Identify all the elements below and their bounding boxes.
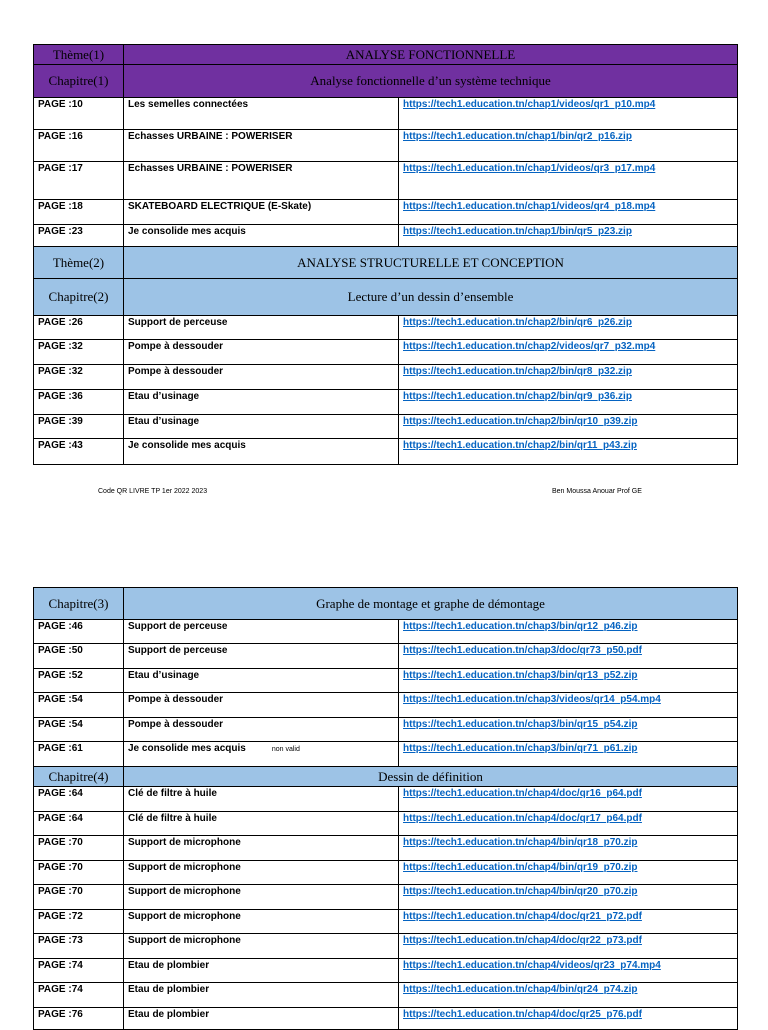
item-title: Echasses URBAINE : POWERISER <box>124 130 399 162</box>
qr-link[interactable]: https://tech1.education.tn/chap1/videos/qr4_p18.mp4 <box>399 200 738 225</box>
table-row <box>34 390 738 415</box>
page-number: PAGE :32 <box>34 365 124 390</box>
qr-link[interactable]: https://tech1.education.tn/chap4/doc/qr21_p72.pdf <box>399 910 738 934</box>
table-row <box>34 439 738 465</box>
item-title: Support de perceuse <box>124 620 399 644</box>
page-number: PAGE :76 <box>34 1008 124 1030</box>
theme-title: ANALYSE STRUCTURELLE ET CONCEPTION <box>124 247 738 279</box>
qr-link[interactable]: https://tech1.education.tn/chap4/bin/qr18_p70.zip <box>399 836 738 861</box>
qr-link[interactable]: https://tech1.education.tn/chap3/bin/qr12_p46.zip <box>399 620 738 644</box>
table-row <box>34 934 738 959</box>
item-title: Support de microphone <box>124 836 399 861</box>
qr-link[interactable]: https://tech1.education.tn/chap2/bin/qr10_p39.zip <box>399 415 738 439</box>
table-row <box>34 983 738 1008</box>
page-number: PAGE :61 <box>34 742 124 767</box>
qr-link[interactable]: https://tech1.education.tn/chap2/bin/qr6_p26.zip <box>399 316 738 340</box>
chapter-title: Dessin de définition <box>124 767 738 787</box>
table-row <box>34 836 738 861</box>
status-note: non valid <box>271 746 300 753</box>
item-title: Pompe à dessouder <box>124 693 399 718</box>
table-row <box>34 1008 738 1030</box>
chapter-row <box>34 588 738 620</box>
item-title: Etau d’usinage <box>124 669 399 693</box>
qr-table-1 <box>33 44 738 465</box>
theme-row <box>34 247 738 279</box>
qr-link[interactable]: https://tech1.education.tn/chap2/bin/qr11_p43.zip <box>399 439 738 465</box>
table-row <box>34 669 738 693</box>
table-row <box>34 415 738 439</box>
item-title: Support de microphone <box>124 861 399 885</box>
page-number: PAGE :43 <box>34 439 124 465</box>
table-row <box>34 644 738 669</box>
chapter-row <box>34 767 738 787</box>
item-title: Clé de filtre à huile <box>124 787 399 812</box>
page-number: PAGE :39 <box>34 415 124 439</box>
item-title: Pompe à dessouder <box>124 365 399 390</box>
qr-link[interactable]: https://tech1.education.tn/chap4/doc/qr25_p76.pdf <box>399 1008 738 1030</box>
item-title: Les semelles connectées <box>124 98 399 130</box>
item-title: Etau de plombier <box>124 959 399 983</box>
qr-link[interactable]: https://tech1.education.tn/chap4/bin/qr20_p70.zip <box>399 885 738 910</box>
item-title: SKATEBOARD ELECTRIQUE (E-Skate) <box>124 200 399 225</box>
page-number: PAGE :74 <box>34 959 124 983</box>
qr-table-2 <box>33 587 738 1030</box>
chapter-title: Analyse fonctionnelle d’un système technique <box>124 65 738 98</box>
page-number: PAGE :70 <box>34 861 124 885</box>
qr-link[interactable]: https://tech1.education.tn/chap2/videos/qr7_p32.mp4 <box>399 340 738 365</box>
item-title: Je consolide mes acquis <box>124 439 399 465</box>
table-row <box>34 620 738 644</box>
theme-title: ANALYSE FONCTIONNELLE <box>124 45 738 65</box>
table-row <box>34 787 738 812</box>
table-row <box>34 225 738 247</box>
qr-link[interactable]: https://tech1.education.tn/chap2/bin/qr9_p36.zip <box>399 390 738 415</box>
chapter-label: Chapitre(4) <box>34 767 124 787</box>
table-row <box>34 693 738 718</box>
chapter-title: Graphe de montage et graphe de démontage <box>124 588 738 620</box>
table-row <box>34 959 738 983</box>
footer-right: Ben Moussa Anouar Prof GE <box>552 488 642 495</box>
page-number: PAGE :64 <box>34 812 124 836</box>
qr-link[interactable]: https://tech1.education.tn/chap1/videos/qr1_p10.mp4 <box>399 98 738 130</box>
page-number: PAGE :70 <box>34 836 124 861</box>
qr-link[interactable]: https://tech1.education.tn/chap1/bin/qr2_p16.zip <box>399 130 738 162</box>
chapter-row <box>34 65 738 98</box>
page-number: PAGE :73 <box>34 934 124 959</box>
footer-left: Code QR LIVRE TP 1er 2022 2023 <box>98 488 208 495</box>
qr-link[interactable]: https://tech1.education.tn/chap3/bin/qr13_p52.zip <box>399 669 738 693</box>
page-number: PAGE :70 <box>34 885 124 910</box>
theme-label: Thème(2) <box>34 247 124 279</box>
table-row <box>34 162 738 200</box>
table-row <box>34 812 738 836</box>
page-number: PAGE :54 <box>34 718 124 742</box>
theme-label: Thème(1) <box>34 45 124 65</box>
page-number: PAGE :17 <box>34 162 124 200</box>
table-row <box>34 365 738 390</box>
qr-link[interactable]: https://tech1.education.tn/chap2/bin/qr8_p32.zip <box>399 365 738 390</box>
qr-link[interactable]: https://tech1.education.tn/chap4/videos/qr23_p74.mp4 <box>399 959 738 983</box>
page-number: PAGE :23 <box>34 225 124 247</box>
table-row <box>34 742 738 767</box>
page-number: PAGE :32 <box>34 340 124 365</box>
page-number: PAGE :18 <box>34 200 124 225</box>
item-title: Etau de plombier <box>124 983 399 1008</box>
qr-link[interactable]: https://tech1.education.tn/chap3/bin/qr71_p61.zip <box>399 742 738 767</box>
item-title: Pompe à dessouder <box>124 718 399 742</box>
page-number: PAGE :26 <box>34 316 124 340</box>
item-title: Je consolide mes acquis <box>128 743 246 754</box>
qr-link[interactable]: https://tech1.education.tn/chap4/doc/qr22_p73.pdf <box>399 934 738 959</box>
item-title: Etau de plombier <box>124 1008 399 1030</box>
item-title: Support de microphone <box>124 934 399 959</box>
qr-link[interactable]: https://tech1.education.tn/chap3/bin/qr15_p54.zip <box>399 718 738 742</box>
page-number: PAGE :10 <box>34 98 124 130</box>
item-title: Support de perceuse <box>124 644 399 669</box>
table-row <box>34 861 738 885</box>
item-title: Je consolide mes acquis <box>124 225 399 247</box>
chapter-label: Chapitre(2) <box>34 279 124 316</box>
qr-link[interactable]: https://tech1.education.tn/chap4/bin/qr19_p70.zip <box>399 861 738 885</box>
chapter-label: Chapitre(3) <box>34 588 124 620</box>
table-row <box>34 340 738 365</box>
table-row <box>34 885 738 910</box>
table-row <box>34 910 738 934</box>
qr-link[interactable]: https://tech1.education.tn/chap1/bin/qr5_p23.zip <box>399 225 738 247</box>
item-title: Etau d’usinage <box>124 390 399 415</box>
page-number: PAGE :16 <box>34 130 124 162</box>
table-row <box>34 316 738 340</box>
table-row <box>34 98 738 130</box>
qr-link[interactable]: https://tech1.education.tn/chap4/doc/qr17_p64.pdf <box>399 812 738 836</box>
chapter-label: Chapitre(1) <box>34 65 124 98</box>
qr-link[interactable]: https://tech1.education.tn/chap1/videos/qr3_p17.mp4 <box>399 162 738 200</box>
chapter-row <box>34 279 738 316</box>
page-number: PAGE :64 <box>34 787 124 812</box>
item-title: Clé de filtre à huile <box>124 812 399 836</box>
page-number: PAGE :46 <box>34 620 124 644</box>
table-row <box>34 200 738 225</box>
page-number: PAGE :54 <box>34 693 124 718</box>
item-title: Pompe à dessouder <box>124 340 399 365</box>
theme-row <box>34 45 738 65</box>
page-number: PAGE :36 <box>34 390 124 415</box>
chapter-title: Lecture d’un dessin d’ensemble <box>124 279 738 316</box>
page-number: PAGE :74 <box>34 983 124 1008</box>
page-number: PAGE :52 <box>34 669 124 693</box>
item-title: Support de microphone <box>124 885 399 910</box>
page-number: PAGE :72 <box>34 910 124 934</box>
item-title: Echasses URBAINE : POWERISER <box>124 162 399 200</box>
item-title: Etau d’usinage <box>124 415 399 439</box>
page-number: PAGE :50 <box>34 644 124 669</box>
item-title: Support de perceuse <box>124 316 399 340</box>
qr-link[interactable]: https://tech1.education.tn/chap4/bin/qr24_p74.zip <box>399 983 738 1008</box>
table-row <box>34 130 738 162</box>
table-row <box>34 718 738 742</box>
item-title: Support de microphone <box>124 910 399 934</box>
qr-link[interactable]: https://tech1.education.tn/chap3/doc/qr73_p50.pdf <box>399 644 738 669</box>
qr-link[interactable]: https://tech1.education.tn/chap3/videos/qr14_p54.mp4 <box>399 693 738 718</box>
qr-link[interactable]: https://tech1.education.tn/chap4/doc/qr16_p64.pdf <box>399 787 738 812</box>
